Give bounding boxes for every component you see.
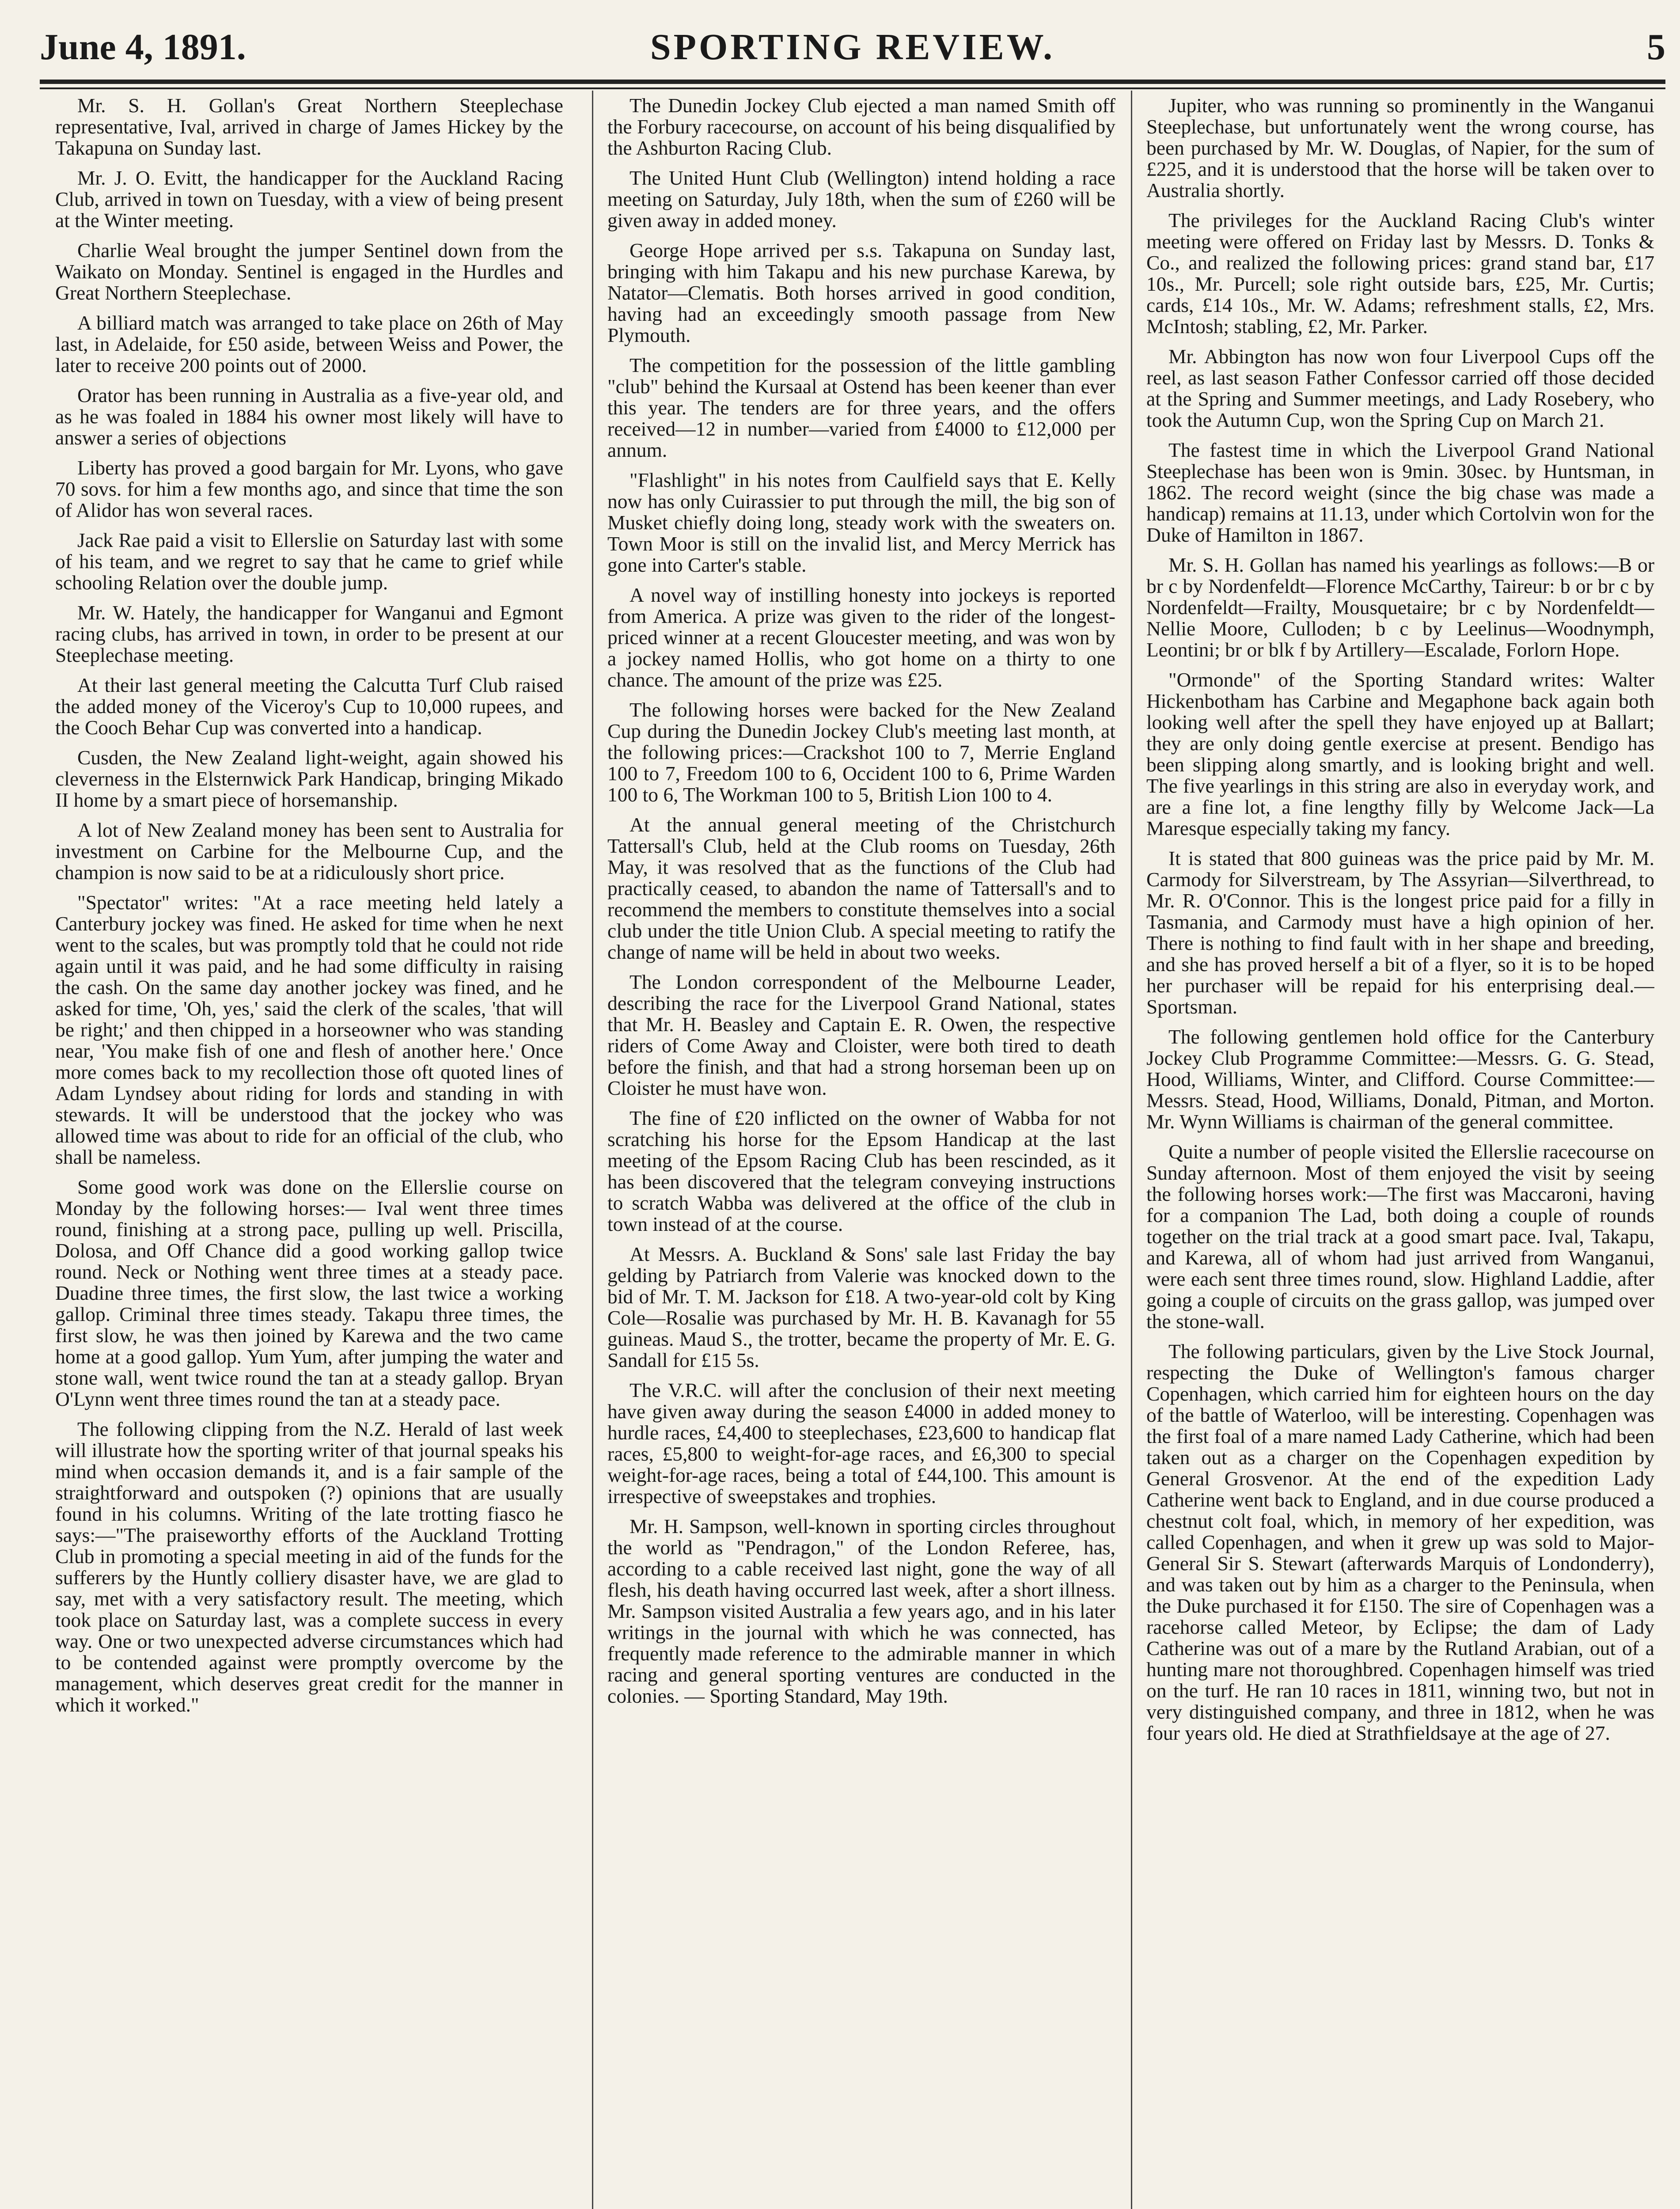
article-paragraph: Mr. S. H. Gollan's Great Northern Steeplechase representative, Ival, arrived in charge of James Hickey by the Takapuna on Sunday last.	[55, 95, 563, 159]
article-paragraph: At the annual general meeting of the Christchurch Tattersall's Club, held at the Club rooms on Tuesday, 26th May, it was resolved that as the functions of the Club had practically ceased, to abandon the name of Tattersall's and to recommend the members to constitute themselves into a social club under the title Union Club. A special meeting to ratify the change of name will be held in about two weeks.	[607, 813, 1115, 963]
article-paragraph: The fastest time in which the Liverpool Grand National Steeplechase has been won is 9min. 30sec. by Huntsman, in 1862. The record weight (since the big chase was made a handicap) remains at 11.13, under which Cortolvin won for the Duke of Hamilton in 1867.	[1146, 439, 1654, 546]
article-paragraph: The United Hunt Club (Wellington) intend holding a race meeting on Saturday, July 18th, when the sum of £260 will be given away in added money.	[607, 167, 1115, 232]
header-rule-thin	[40, 87, 1665, 89]
article-paragraph: The following particulars, given by the Live Stock Journal, respecting the Duke of Wellington's famous charger Copenhagen, which carried him for eighteen hours on the day of the battle of Waterloo, will be interesting. Copenhagen was the first foal of a mare named Lady Catherine, which had been taken out as a charger on the Copenhagen expedition by General Grosvenor. At the end of the expedition Lady Catherine went back to England, and in due course produced a chestnut colt foal, which, in memory of her expedition, was called Copenhagen, and when it grew up was sold to Major-General Sir S. Stewart (afterwards Marquis of Londonderry), and was taken out by him as a charger to the Peninsula, when the Duke purchased it for £150. The sire of Copenhagen was a racehorse called Meteor, by Eclipse; the dam of Lady Catherine was out of a mare by the Rutland Arabian, out of a hunting mare not thoroughbred. Copenhagen himself was tried on the turf. He ran 10 races in 1811, winning two, but not in very distinguished company, and three in 1812, when he was four years old. He died at Strathfieldsaye at the age of 27.	[1146, 1340, 1654, 1744]
article-paragraph: A novel way of instilling honesty into jockeys is reported from America. A prize was given to the rider of the longest-priced winner at a recent Gloucester meeting, and was won by a jockey named Hollis, who got home on a thirty to one chance. The amount of the prize was £25.	[607, 584, 1115, 691]
article-paragraph: "Ormonde" of the Sporting Standard writes: Walter Hickenbotham has Carbine and Megaphone back again both looking well after the spell they have enjoyed up at Ballart; they are only doing gentle exercise at present. Bendigo has been slipping along smartly, and is looking bright and well. The five yearlings in this string are also in everyday work, and are a fine lot, a fine lengthy filly by Welcome Jack—La Maresque especially taking my fancy.	[1146, 668, 1654, 839]
issue-date: June 4, 1891.	[40, 27, 246, 68]
column-1	[55, 95, 563, 2209]
article-paragraph: Liberty has proved a good bargain for Mr. Lyons, who gave 70 sovs. for him a few months ago, and since that time the son of Alidor has won several races.	[55, 456, 563, 521]
article-paragraph: The V.R.C. will after the conclusion of their next meeting have given away during the season £4000 in added money to hurdle races, £4,400 to steeplechases, £23,600 to handicap flat races, £5,800 to weight-for-age races, and £6,300 to special weight-for-age races, being a total of £44,100. This amount is irrespective of sweepstakes and trophies.	[607, 1379, 1115, 1507]
article-paragraph: The privileges for the Auckland Racing Club's winter meeting were offered on Friday last by Messrs. D. Tonks & Co., and realized the following prices: grand stand bar, £17 10s., Mr. Purcell; sole right outside bars, £25, Mr. Curtis; cards, £14 10s., Mr. W. Adams; refreshment stalls, £2, Mrs. McIntosh; stabling, £2, Mr. Parker.	[1146, 209, 1654, 338]
article-paragraph: The following clipping from the N.Z. Herald of last week will illustrate how the sporting writer of that journal speaks his mind when occasion demands it, and is a fair sample of the straightforward and outspoken (?) opinions that are usually found in his columns. Writing of the late trotting fiasco he says:—"The praiseworthy efforts of the Auckland Trotting Club in promoting a special meeting in aid of the funds for the sufferers by the Huntly colliery disaster have, we are glad to say, met with a very satisfactory result. The meeting, which took place on Saturday last, was a complete success in every way. One or two unexpected adverse circumstances which had to be contended against were promptly overcome by the management, which deserves great credit for the manner in which it worked."	[55, 1418, 563, 1716]
article-paragraph: It is stated that 800 guineas was the price paid by Mr. M. Carmody for Silverstream, by The Assyrian—Silverthread, to Mr. R. O'Connor. This is the longest price paid for a filly in Tasmania, and Carmody must have a high opinion of her. There is nothing to find fault with in her shape and breeding, and she has proved herself a bit of a flyer, so it is to be hoped her purchaser will be repaid for his enterprising deal.—Sportsman.	[1146, 847, 1654, 1018]
column-divider	[1131, 91, 1132, 2209]
article-paragraph: The Dunedin Jockey Club ejected a man named Smith off the Forbury racecourse, on account of his being disqualified by the Ashburton Racing Club.	[607, 95, 1115, 159]
article-paragraph: The fine of £20 inflicted on the owner of Wabba for not scratching his horse for the Epsom Handicap at the last meeting of the Epsom Racing Club has been rescinded, as it has been discovered that the telegram conveying instructions to scratch Wabba was delivered at the office of the club in town instead of at the course.	[607, 1107, 1115, 1235]
article-paragraph: "Spectator" writes: "At a race meeting held lately a Canterbury jockey was fined. He asked for time when he next went to the scales, but was promptly told that he could not ride again until it was paid, and he had some difficulty in raising the cash. On the same day another jockey was fined, and he asked for time, 'Oh, yes,' said the clerk of the scales, 'that will be right;' and then chipped in a horseowner who was standing near, 'You make fish of one and flesh of another here.' Once more comes back to my recollection those oft quoted lines of Adam Lyndsey about riding for lords and standing in with stewards. It will be understood that the jockey who was allowed time was about to ride for an official of the club, who shall be nameless.	[55, 891, 563, 1168]
column-2	[607, 95, 1115, 2209]
article-paragraph: Mr. Abbington has now won four Liverpool Cups off the reel, as last season Father Confessor carried off those decided at the Spring and Summer meetings, and Lady Rosebery, who took the Autumn Cup, won the Spring Cup on March 21.	[1146, 345, 1654, 431]
article-paragraph: Jupiter, who was running so prominently in the Wanganui Steeplechase, but unfortunately went the wrong course, has been purchased by Mr. W. Douglas, of Napier, for the sum of £225, and it is understood that the horse will be taken over to Australia shortly.	[1146, 95, 1654, 201]
article-paragraph: Some good work was done on the Ellerslie course on Monday by the following horses:— Ival went three times round, finishing at a strong pace, pulling up well. Priscilla, Dolosa, and Off Chance did a good working gallop twice round. Neck or Nothing went three times at a steady pace. Duadine three times, the first slow, the last twice a working gallop. Criminal three times steady. Takapu three times, the first slow, he was then joined by Karewa and the two came home at a good gallop. Yum Yum, after jumping the water and stone wall, went twice round the tan at a steady gallop. Bryan O'Lynn went three times round the tan at a steady pace.	[55, 1176, 563, 1410]
article-paragraph: Charlie Weal brought the jumper Sentinel down from the Waikato on Monday. Sentinel is engaged in the Hurdles and Great Northern Steeplechase.	[55, 239, 563, 304]
header-rule-thick	[40, 80, 1665, 84]
article-paragraph: Quite a number of people visited the Ellerslie racecourse on Sunday afternoon. Most of them enjoyed the visit by seeing the following horses work:—The first was Maccaroni, having for a companion The Lad, both doing a couple of rounds together on the trial track at a good smart pace. Ival, Takapu, and Karewa, all of whom had just arrived from Wanganui, were each sent three times round, slow. Highland Laddie, after going a couple of circuits on the grass gallop, was jumped over the stone-wall.	[1146, 1140, 1654, 1332]
article-paragraph: The following gentlemen hold office for the Canterbury Jockey Club Programme Committee:—Messrs. G. G. Stead, Hood, Williams, Winter, and Clifford. Course Committee:—Messrs. Stead, Hood, Williams, Donald, Pitman, and Morton. Mr. Wynn Williams is chairman of the general committee.	[1146, 1025, 1654, 1133]
page-header	[40, 18, 1665, 80]
article-paragraph: At Messrs. A. Buckland & Sons' sale last Friday the bay gelding by Patriarch from Valerie was knocked down to the bid of Mr. T. M. Jackson for £18. A two-year-old colt by King Cole—Rosalie was purchased by Mr. H. B. Kavanagh for 55 guineas. Maud S., the trotter, became the property of Mr. E. G. Sandall for £15 5s.	[607, 1243, 1115, 1371]
masthead-title: SPORTING REVIEW.	[650, 27, 1055, 68]
article-paragraph: A lot of New Zealand money has been sent to Australia for investment on Carbine for the Melbourne Cup, and the champion is now said to be at a ridiculously short price.	[55, 819, 563, 884]
article-paragraph: A billiard match was arranged to take place on 26th of May last, in Adelaide, for £50 aside, between Weiss and Power, the later to receive 200 points out of 2000.	[55, 311, 563, 376]
article-paragraph: Mr. S. H. Gollan has named his yearlings as follows:—B or br c by Nordenfeldt—Florence McCarthy, Taireur: b or br c by Nordenfeldt—Frailty, Mousquetaire; br c by Nordenfeldt—Nellie Moore, Culloden; b c by Leelinus—Woodnymph, Leontini; br or blk f by Artillery—Escalade, Forlorn Hope.	[1146, 554, 1654, 661]
article-paragraph: The competition for the possession of the little gambling "club" behind the Kursaal at Ostend has been keener than ever this year. The tenders are for three years, and the offers received—12 in number—varied from £4000 to £12,000 per annum.	[607, 354, 1115, 461]
article-paragraph: Jack Rae paid a visit to Ellerslie on Saturday last with some of his team, and we regret to say that he came to grief while schooling Relation over the double jump.	[55, 529, 563, 594]
article-paragraph: Mr. W. Hately, the handicapper for Wanganui and Egmont racing clubs, has arrived in town, in order to be present at our Steeplechase meeting.	[55, 601, 563, 666]
article-paragraph: "Flashlight" in his notes from Caulfield says that E. Kelly now has only Cuirassier to put through the mill, the big son of Musket chiefly doing long, steady work with the sweaters on. Town Moor is still on the invalid list, and Mercy Merrick has gone into Carter's stable.	[607, 469, 1115, 576]
article-paragraph: Orator has been running in Australia as a five-year old, and as he was foaled in 1884 his owner most likely will have to answer a series of objections	[55, 384, 563, 449]
column-divider	[592, 91, 593, 2209]
article-paragraph: At their last general meeting the Calcutta Turf Club raised the added money of the Viceroy's Cup to 10,000 rupees, and the Cooch Behar Cup was converted into a handicap.	[55, 674, 563, 739]
column-3	[1146, 95, 1654, 2209]
page-number: 5	[1647, 27, 1665, 68]
article-paragraph: Mr. H. Sampson, well-known in sporting circles throughout the world as "Pendragon," of the London Referee, has, according to a cable received last night, gone the way of all flesh, his death having occurred last week, after a short illness. Mr. Sampson visited Australia a few years ago, and in his later writings in the journal with which he was connected, has frequently made reference to the admirable manner in which racing and general sporting ventures are conducted in the colonies. — Sporting Standard, May 19th.	[607, 1515, 1115, 1707]
article-paragraph: The following horses were backed for the New Zealand Cup during the Dunedin Jockey Club's meeting last month, at the following prices:—Crackshot 100 to 7, Merrie England 100 to 7, Freedom 100 to 6, Occident 100 to 6, Prime Warden 100 to 6, The Workman 100 to 5, British Lion 100 to 4.	[607, 698, 1115, 806]
article-paragraph: Cusden, the New Zealand light-weight, again showed his cleverness in the Elsternwick Park Handicap, bringing Mikado II home by a smart piece of horsemanship.	[55, 746, 563, 811]
article-paragraph: The London correspondent of the Melbourne Leader, describing the race for the Liverpool Grand National, states that Mr. H. Beasley and Captain E. R. Owen, the respective riders of Come Away and Cloister, were both tired to death before the finish, and that had a strong horseman been up on Cloister he must have won.	[607, 971, 1115, 1099]
article-paragraph: Mr. J. O. Evitt, the handicapper for the Auckland Racing Club, arrived in town on Tuesday, with a view of being present at the Winter meeting.	[55, 167, 563, 232]
article-paragraph: George Hope arrived per s.s. Takapuna on Sunday last, bringing with him Takapu and his new purchase Karewa, by Natator—Clematis. Both horses arrived in good condition, having had an exceedingly smooth passage from New Plymouth.	[607, 239, 1115, 346]
